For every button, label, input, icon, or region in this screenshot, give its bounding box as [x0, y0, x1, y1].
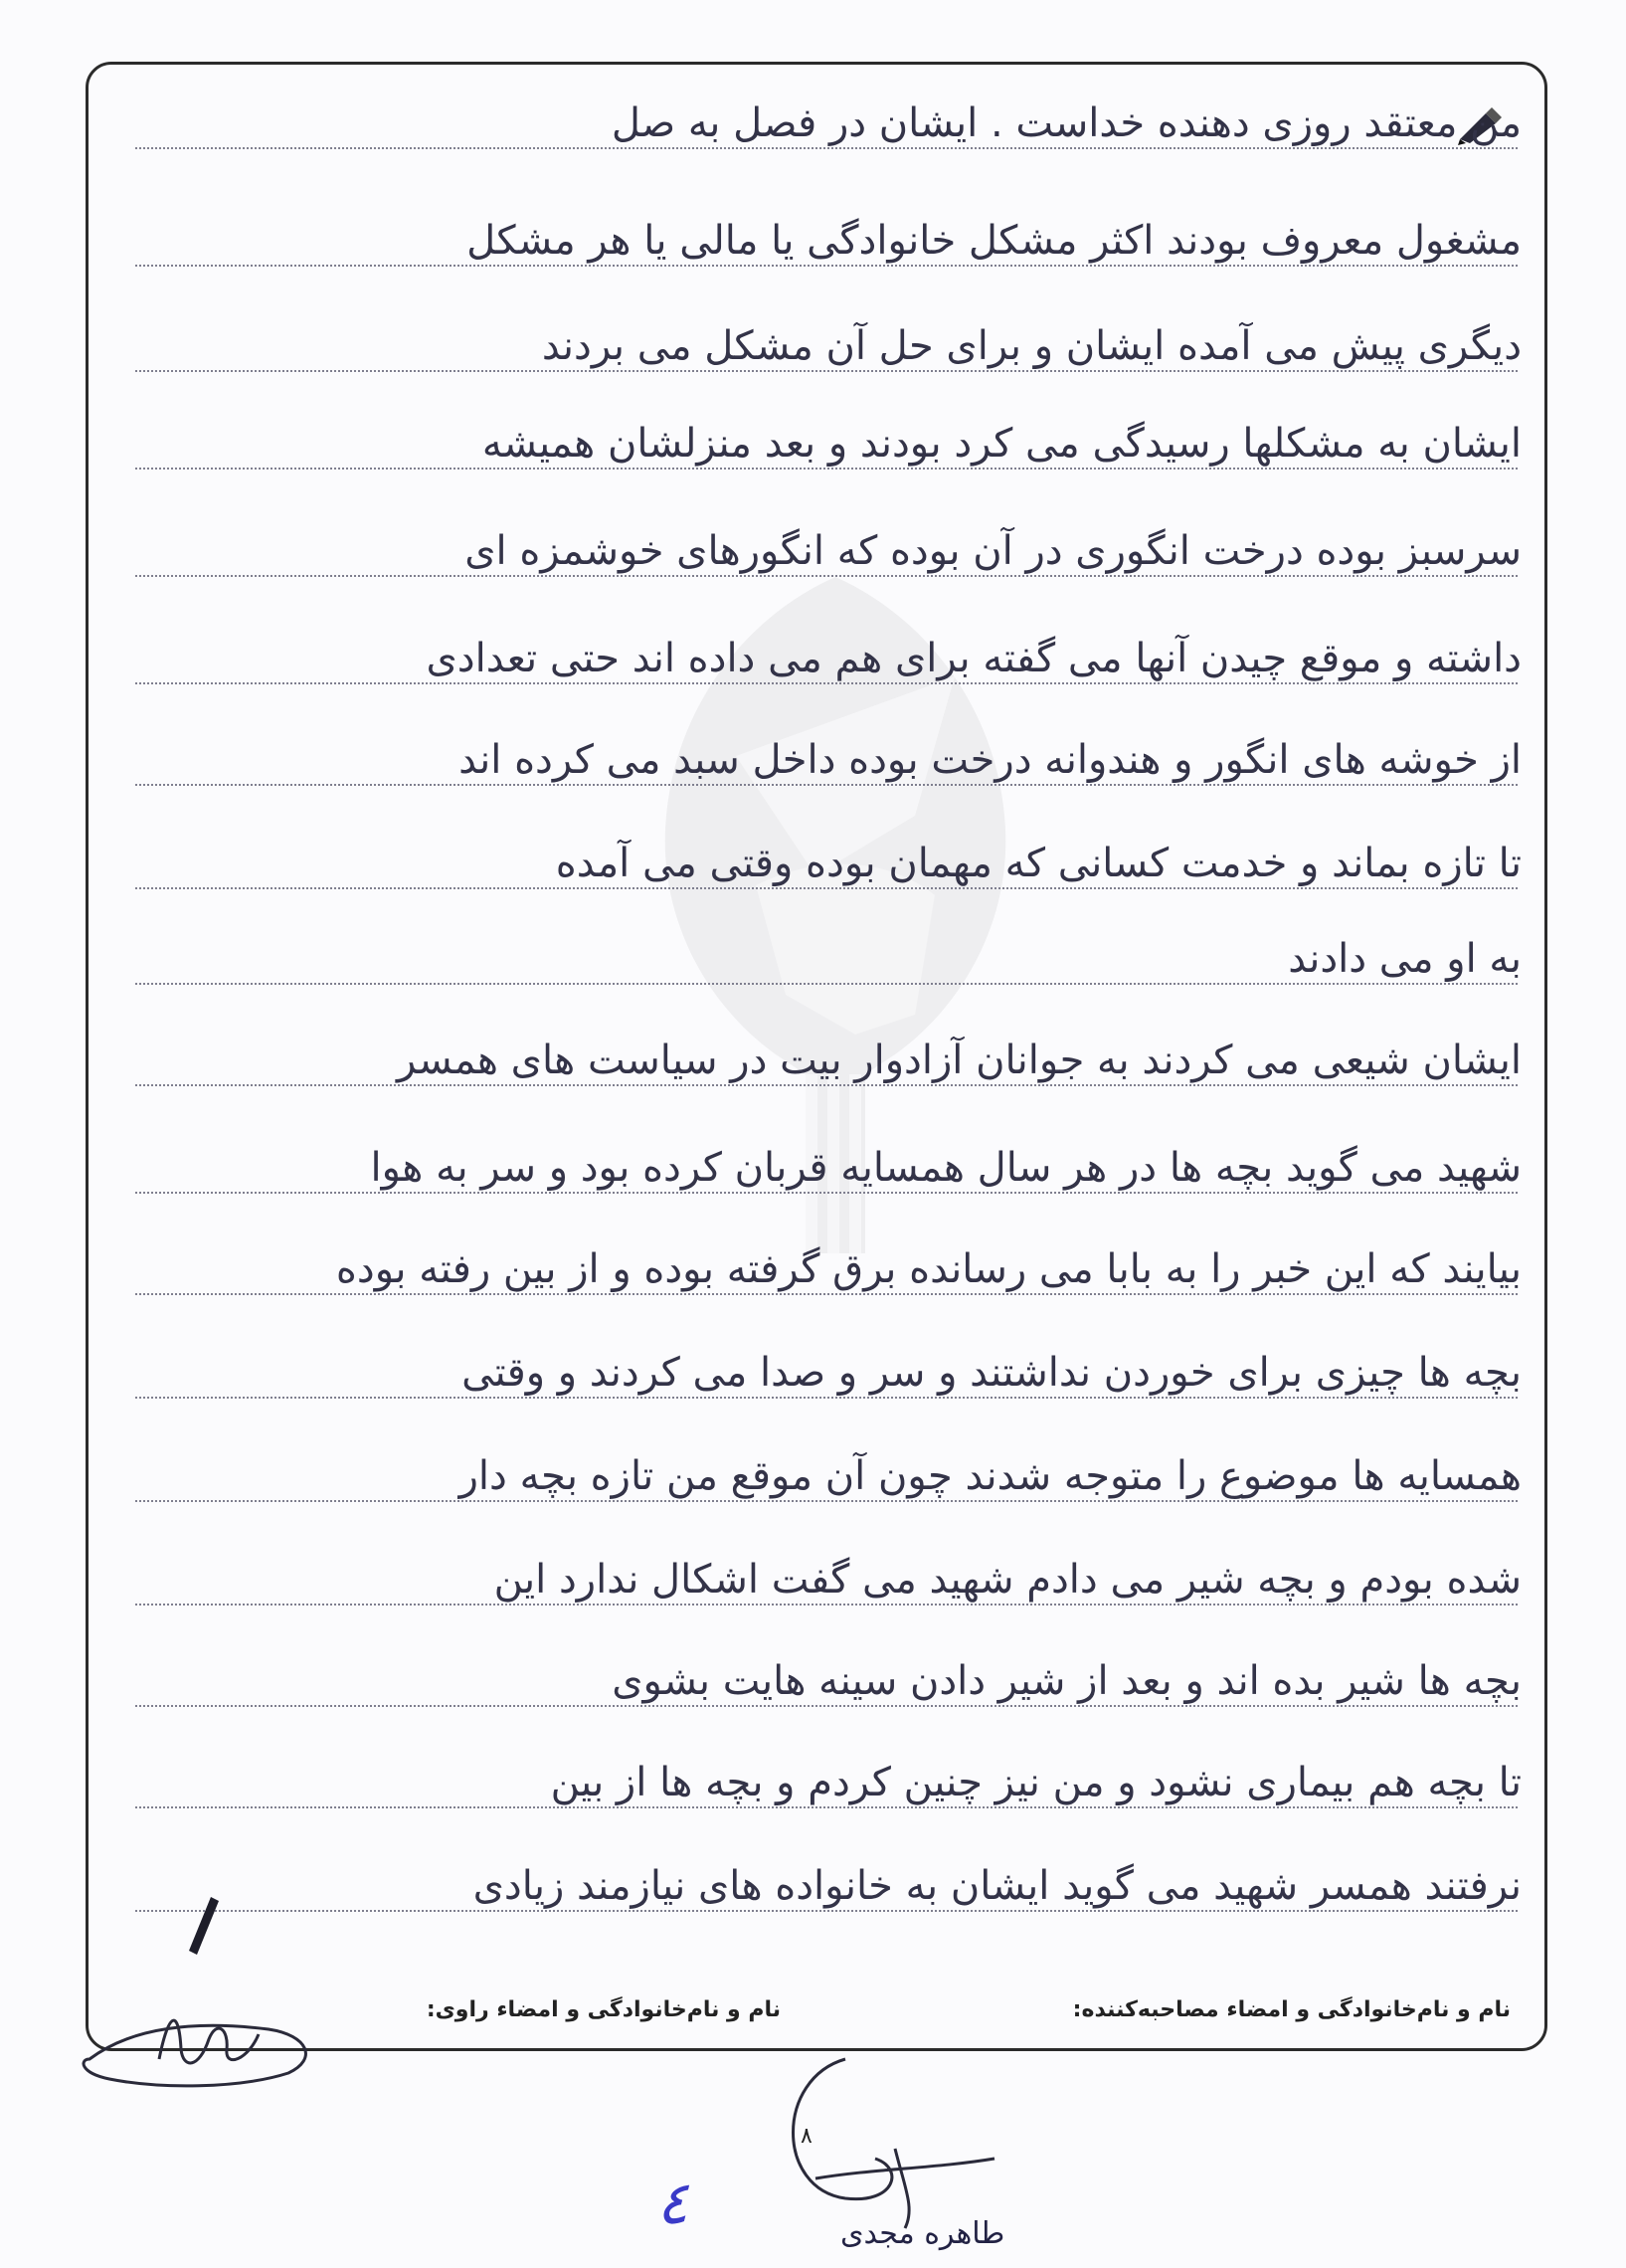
- page-number: ۸: [801, 2124, 813, 2149]
- handwritten-line-6: داشته و موقع چیدن آنها می گفته برای هم می داده اند حتی تعدادی: [426, 636, 1522, 681]
- signature-name: طاهره مجدی: [840, 2216, 1005, 2251]
- narrator-signature-label: نام و نام‌خانوادگی و امضاء راوی:: [426, 1997, 781, 2022]
- handwritten-line-8: تا تازه بماند و خدمت کسانی که مهمان بوده وقتی می آمده: [555, 841, 1522, 886]
- handwritten-line-12: بیایند که این خبر را به بابا می رسانده برق گرفته بوده و از بین رفته بوده: [335, 1246, 1522, 1292]
- reviewer-signature: [756, 2049, 1014, 2238]
- handwritten-line-7: از خوشه های انگور و هندوانه درخت بوده داخل سبد می کرده اند: [458, 737, 1522, 783]
- handwritten-line-13: بچه ها چیزی برای خوردن نداشتند و سر و صدا می کردند و وقتی: [461, 1350, 1522, 1396]
- handwritten-line-1: من معتقد روزی دهنده خداست . ایشان در فصل به صل: [611, 100, 1522, 146]
- handwritten-line-5: سرسبز بوده درخت انگوری در آن بوده که انگورهای خوشمزه ای: [464, 528, 1522, 574]
- handwritten-line-10: ایشان شیعی می کردند به جوانان آزادوار بیت در سیاست های همسر: [396, 1038, 1522, 1083]
- handwritten-line-11: شهید می گوید بچه ها در هر سال همسایه قربان کرده بود و سر به هوا: [370, 1145, 1522, 1191]
- handwritten-line-18: نرفتند همسر شهید می گوید ایشان به خانواده های نیازمند زیادی: [472, 1863, 1522, 1909]
- handwritten-line-9: به او می دادند: [1288, 936, 1522, 982]
- handwritten-line-16: بچه ها شیر بده اند و بعد از شیر دادن سینه هایت بشوی: [612, 1658, 1522, 1704]
- end-mark-icon: [185, 1895, 221, 1957]
- narrator-signature: [70, 1989, 328, 2099]
- handwritten-line-14: همسایه ها موضوع را متوجه شدند چون آن موقع من تازه بچه دار: [458, 1453, 1522, 1499]
- handwritten-line-2: مشغول معروف بودند اکثر مشکل خانوادگی یا مالی یا هر مشکل: [466, 218, 1522, 264]
- handwritten-line-15: شده بودم و بچه شیر می دادم شهید می گفت اشکال ندارد این: [493, 1557, 1522, 1603]
- handwritten-line-4: ایشان به مشکلها رسیدگی می کرد بودند و بعد منزلشان همیشه: [481, 421, 1522, 467]
- handwritten-page-number: ٤: [656, 2169, 689, 2238]
- handwritten-line-17: تا بچه هم بیماری نشود و من نیز چنین کردم و بچه ها از بین: [550, 1760, 1522, 1805]
- handwritten-line-3: دیگری پیش می آمده ایشان و برای حل آن مشکل می بردند: [541, 323, 1522, 369]
- interviewer-signature-label: نام و نام‌خانوادگی و امضاء مصاحبه‌کننده:: [1072, 1997, 1511, 2022]
